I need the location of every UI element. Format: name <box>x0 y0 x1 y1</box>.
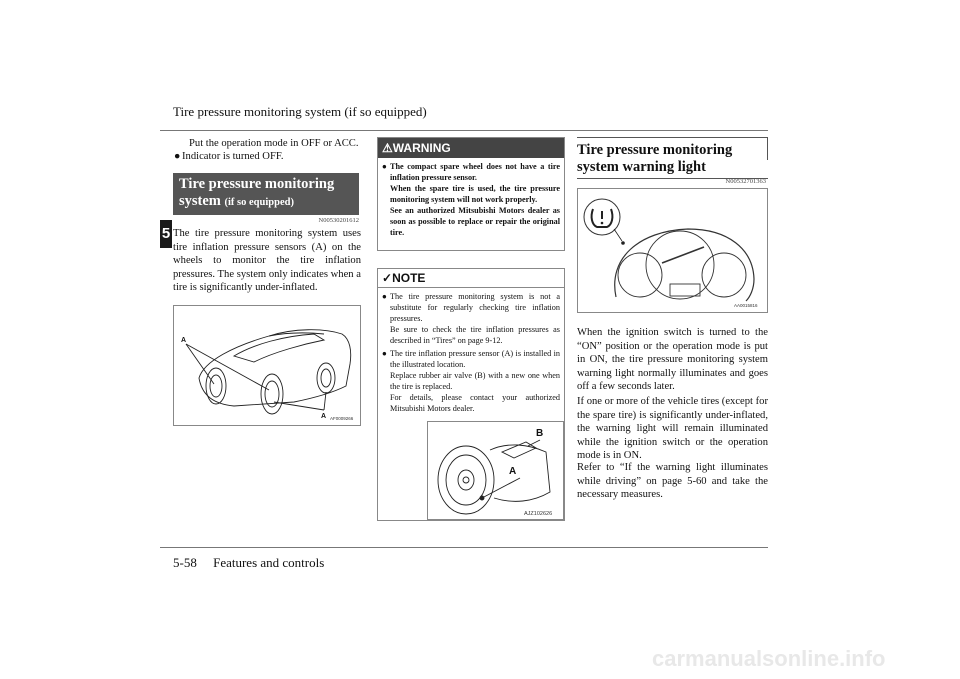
warning-light-paragraph-1: When the ignition switch is turned to the “ON” position or the operation mode is put in ON, the tire pressure monitoring system warning light normally illuminates and goes off a few seconds later. <box>577 327 768 393</box>
bullet-item <box>174 150 364 164</box>
warning-light-paragraph-2: If one or more of the vehicle tires (except for the spare tire) is significantly under-inflated, the warning light will remain illuminated while the ignition switch or the operation mode is in ON. <box>577 396 768 462</box>
label-b: B <box>536 428 544 439</box>
label-a-top: A <box>181 337 187 344</box>
label-a: A <box>509 466 517 477</box>
bullet-text: Indicator is turned OFF. <box>182 151 284 162</box>
warning-text: When the spare tire is used, the tire pressure monitoring system will not work properly. <box>390 184 560 204</box>
label-a-bottom: A <box>321 413 327 420</box>
bullet-icon: ● <box>382 349 387 358</box>
note-bullet-2 <box>382 348 560 414</box>
warning-header <box>378 138 564 158</box>
section-name: Features and controls <box>213 555 325 570</box>
bullet-icon: ● <box>382 292 387 301</box>
section-code: N00530201612 <box>318 217 359 224</box>
note-body <box>378 288 564 414</box>
chapter-tab: 5 <box>160 220 172 248</box>
car-sensor-figure <box>173 305 361 426</box>
instruction-line: Put the operation mode in OFF or ACC. <box>189 138 359 149</box>
warning-triangle-icon: ⚠ <box>382 141 393 155</box>
warning-heading: WARNING <box>392 141 451 155</box>
note-bullet-1 <box>382 291 560 346</box>
header-rule <box>160 130 768 131</box>
note-bullet-2-more-2: For details, please contact your authorized Mitsubishi Motors dealer. <box>390 393 560 413</box>
wheel-illustration <box>428 422 563 519</box>
page-footer <box>173 555 324 571</box>
warning-text-2: See an authorized Mitsubishi Motors dealer as soon as possible to replace or repair the original tire. <box>390 206 560 237</box>
running-header: Tire pressure monitoring system (if so equipped) <box>173 104 427 119</box>
title-rule <box>767 138 768 160</box>
figure-code: AA0015816 <box>734 303 758 308</box>
page-number: 5-58 <box>173 555 197 570</box>
warning-bullet-text: The compact spare wheel does not have a tire inflation pressure sensor. <box>390 162 560 182</box>
spare-wheel-figure <box>427 421 564 520</box>
footer-rule <box>160 547 768 548</box>
note-bullet-2-more: Replace rubber air valve (B) with a new one when the tire is replaced. <box>390 371 560 391</box>
note-bullet-1-text: The tire pressure monitoring system is not a substitute for regularly checking tire inflation pressures. <box>390 292 560 323</box>
section-title <box>173 173 359 215</box>
section-paragraph: The tire pressure monitoring system uses tire inflation pressure sensors (A) on the wheels to monitor the tire inflation pressures. The system only indicates when a tire is significantly under-inflated. <box>173 228 361 294</box>
warning-box <box>377 137 565 251</box>
warning-light-code: N00532701363 <box>725 178 766 185</box>
bullet-icon: ● <box>382 162 387 171</box>
car-illustration <box>174 306 360 425</box>
note-heading: NOTE <box>392 271 426 285</box>
note-check-icon: ✓ <box>382 271 393 285</box>
figure-code: AF0009266 <box>330 416 354 421</box>
cluster-illustration <box>578 189 767 312</box>
bullet-icon: ● <box>174 151 181 162</box>
warning-light-title-text: Tire pressure monitoring system warning light <box>577 142 733 175</box>
warning-body <box>378 158 564 238</box>
warning-light-title <box>577 137 768 179</box>
instrument-cluster-figure <box>577 188 768 313</box>
section-title-sub: (if so equipped) <box>224 197 294 208</box>
figure-code: AJZ102626 <box>524 511 553 517</box>
note-bullet-1-more: Be sure to check the tire inflation pressures as described in “Tires” on page 9-12. <box>390 325 560 345</box>
warning-light-paragraph-3: Refer to “If the warning light illuminates while driving” on page 5-60 and take the necessary measures. <box>577 462 768 501</box>
note-header <box>378 269 564 288</box>
warning-bullet <box>382 161 560 238</box>
watermark: carmanualsonline.info <box>652 646 886 671</box>
note-bullet-2-text: The tire inflation pressure sensor (A) is installed in the illustrated location. <box>390 349 560 369</box>
section-title-main: Tire pressure monitoring system <box>179 176 335 209</box>
